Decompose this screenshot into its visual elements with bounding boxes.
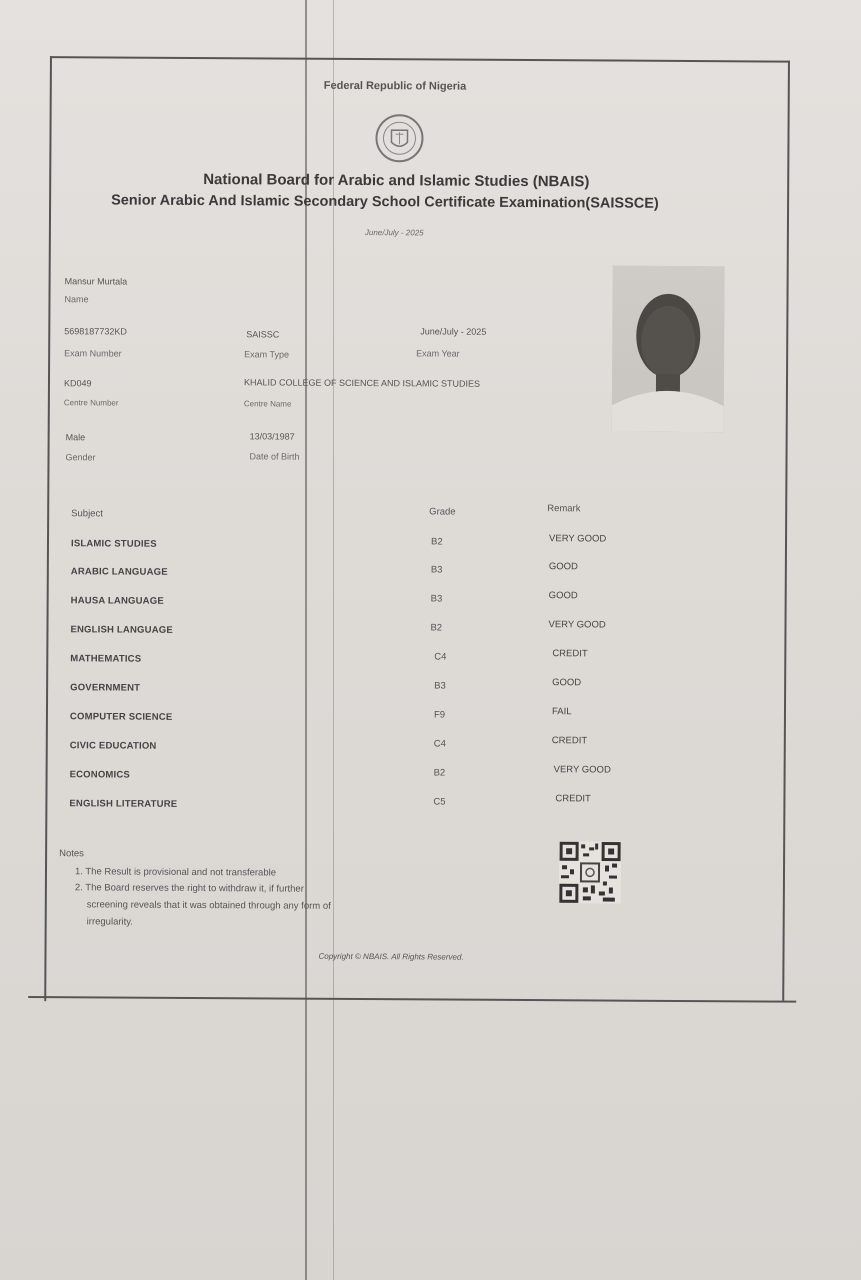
grade-cell: B3 [434, 680, 446, 692]
centre-number-label: Centre Number [63, 398, 119, 408]
remark-cell: VERY GOOD [548, 619, 606, 631]
exam-year-label: Exam Year [416, 348, 460, 359]
name-value: Mansur Murtala [64, 276, 128, 287]
note-line: screening reveals that it was obtained through any form of [86, 899, 331, 912]
remark-cell: CREDIT [555, 793, 591, 805]
exam-type-label: Exam Type [244, 349, 290, 360]
centre-name-value: KHALID COLLEGE OF SCIENCE AND ISLAMIC STUDIES [243, 377, 481, 389]
border-line [50, 56, 790, 63]
subject-cell: COMPUTER SCIENCE [69, 711, 173, 723]
grade-cell: B2 [433, 767, 446, 779]
subject-cell: ENGLISH LITERATURE [69, 798, 178, 810]
centre-number-value: KD049 [63, 378, 92, 389]
exam-title: Senior Arabic And Islamic Secondary School Certificate Examination(SAISSCE) [111, 192, 659, 212]
dob-label: Date of Birth [249, 451, 300, 462]
exam-number-value: 5698187732KD [64, 326, 127, 337]
subject-cell: CIVIC EDUCATION [69, 740, 157, 752]
remark-cell: FAIL [551, 706, 572, 718]
grade-cell: C4 [433, 738, 446, 750]
note-line: irregularity. [86, 916, 134, 928]
border-line [782, 61, 790, 1001]
grade-cell: C5 [433, 796, 446, 808]
remark-header: Remark [547, 503, 581, 515]
dob-value: 13/03/1987 [249, 431, 295, 442]
gender-value: Male [65, 432, 86, 443]
remark-cell: GOOD [548, 590, 578, 602]
subject-header: Subject [71, 508, 103, 520]
subject-cell: ISLAMIC STUDIES [70, 538, 157, 550]
subject-cell: ECONOMICS [69, 769, 131, 781]
grade-cell: B2 [430, 622, 443, 634]
exam-session: June/July - 2025 [364, 228, 424, 238]
candidate-photo [612, 266, 725, 433]
exam-type-value: SAISSC [246, 329, 280, 340]
copyright-text: Copyright © NBAIS. All Rights Reserved. [318, 951, 464, 962]
subject-cell: HAUSA LANGUAGE [70, 595, 164, 607]
subject-cell: ENGLISH LANGUAGE [70, 624, 173, 636]
exam-year-value: June/July - 2025 [420, 326, 487, 337]
remark-cell: CREDIT [552, 648, 588, 660]
notes-title: Notes [59, 848, 84, 860]
remark-cell: GOOD [548, 561, 578, 573]
gender-label: Gender [65, 452, 96, 463]
coat-of-arms-icon [373, 112, 425, 164]
grade-header: Grade [429, 506, 456, 518]
grade-cell: B2 [430, 536, 443, 548]
grade-cell: B3 [430, 564, 443, 576]
remark-cell: GOOD [552, 677, 582, 689]
subject-cell: GOVERNMENT [70, 682, 141, 694]
border-line [44, 56, 52, 1001]
subject-cell: MATHEMATICS [70, 653, 142, 665]
grade-cell: B3 [430, 593, 443, 605]
certificate-document [28, 52, 804, 1005]
qr-code-icon [559, 841, 621, 903]
remark-cell: VERY GOOD [549, 533, 607, 545]
exam-number-label: Exam Number [64, 348, 122, 359]
grade-cell: F9 [433, 709, 446, 721]
border-line [28, 996, 796, 1003]
board-title: National Board for Arabic and Islamic Studies (NBAIS) [203, 171, 590, 191]
centre-name-label: Centre Name [243, 399, 292, 409]
grade-cell: C4 [434, 651, 447, 663]
remark-cell: CREDIT [551, 735, 588, 747]
name-label: Name [64, 294, 89, 305]
republic-title: Federal Republic of Nigeria [323, 79, 467, 93]
remark-cell: VERY GOOD [553, 764, 611, 776]
note-line: 1. The Result is provisional and not transferable [74, 866, 277, 879]
subject-cell: ARABIC LANGUAGE [70, 566, 168, 578]
note-line: 2. The Board reserves the right to withdraw it, if further [74, 882, 304, 895]
